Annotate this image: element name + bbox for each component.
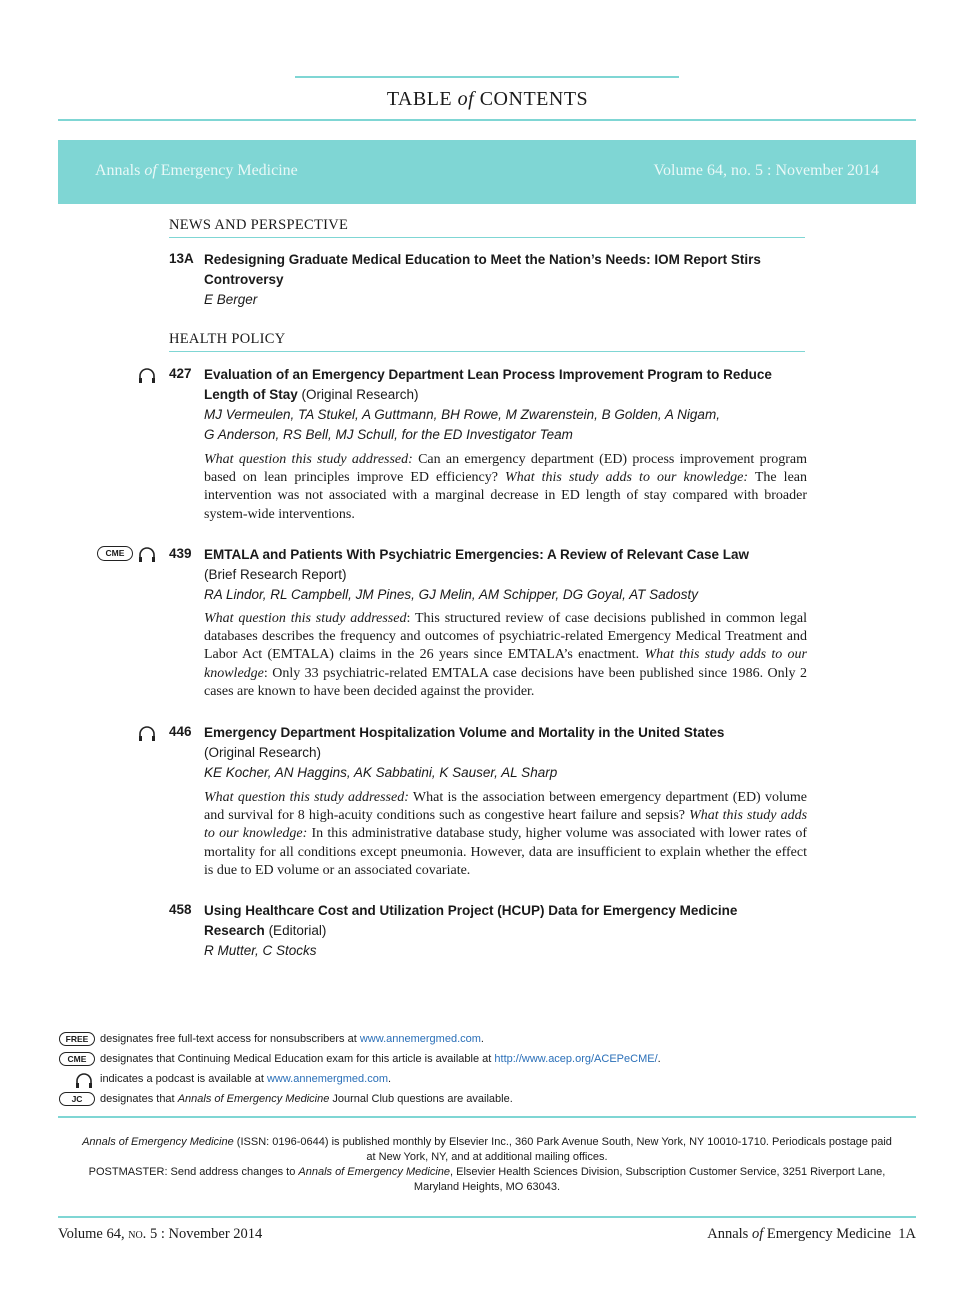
legend-rule [58, 1116, 916, 1118]
jc-badge-icon: JC [59, 1092, 95, 1106]
section-rule [169, 237, 805, 238]
page-number: 1A [898, 1226, 916, 1242]
podcast-icon[interactable] [137, 725, 157, 741]
page-title: TABLE of CONTENTS [386, 88, 589, 110]
article-page-number: 446 [169, 724, 192, 739]
section-health-policy: HEALTH POLICY [169, 331, 286, 347]
journal-banner [58, 140, 916, 204]
article-title[interactable]: EMTALA and Patients With Psychiatric Emergencies: A Review of Relevant Case Law (Brief Research Report) [204, 547, 750, 582]
legend-journal-club: designates that Annals of Emergency Medicine Journal Club questions are available. [100, 1093, 513, 1105]
article-authors: R Mutter, C Stocks [204, 943, 317, 958]
article-page-number: 13A [169, 251, 194, 266]
podcast-icon[interactable] [137, 546, 157, 562]
banner-journal-name: Annals of Emergency Medicine [95, 162, 298, 179]
article-abstract: What question this study addressed: What is the association between emergency department (ED) volume and survival for 8 high-acuity conditions such as congestive heart failure and sepsis? What this study adds to our knowledge: In this administrative database study, higher volume was associated with lower rates of mortality for all conditions except pneumonia. However, data are insufficient to explain whether the effect is due to ED volume or an associated covariate. [204, 790, 808, 878]
free-badge-icon: FREE [59, 1032, 95, 1046]
article-authors: RA Lindor, RL Campbell, JM Pines, GJ Melin, AM Schipper, DG Goyal, AT Sadosty [204, 587, 698, 602]
article-page-number: 458 [169, 902, 192, 917]
section-news-and-perspective: NEWS AND PERSPECTIVE [169, 217, 349, 233]
legend-cme: designates that Continuing Medical Education exam for this article is available at http://www.acep.org/ACEPeCME/. [100, 1053, 661, 1065]
footer-rule [58, 1216, 916, 1218]
cme-badge-icon: CME [59, 1052, 95, 1066]
top-rule [295, 76, 679, 78]
article-authors: KE Kocher, AN Haggins, AK Sabbatini, K Sauser, AL Sharp [204, 765, 558, 780]
cme-badge-icon[interactable]: CME [97, 546, 133, 561]
article-page-number: 439 [169, 546, 192, 561]
section-rule [169, 351, 805, 352]
legend-free-link[interactable]: www.annemergmed.com [359, 1033, 481, 1045]
banner-issue: Volume 64, no. 5 : November 2014 [653, 162, 879, 179]
article-abstract: What question this study addressed: This structured review of case decisions published in common legal databases describes the frequency and outcomes of psychiatric-related Emergency Medical Treatment and Labor Act (EMTALA) claims in the 26 years since EMTALA’s enactment. What this study adds to our knowledge: Only 33 psychiatric-related EMTALA case decisions have been published since 1986. Only 2 cases are known to have been decided against the provider. [204, 611, 807, 699]
article-title[interactable]: Redesigning Graduate Medical Education to Meet the Nation’s Needs: IOM Report Stirs Controversy [204, 252, 761, 287]
article-title[interactable]: Using Healthcare Cost and Utilization Project (HCUP) Data for Emergency Medicine Research (Editorial) [204, 903, 738, 938]
podcast-icon[interactable] [137, 367, 157, 383]
footer-issue: Volume 64, no. 5 : November 2014 [58, 1226, 263, 1242]
article-authors: MJ Vermeulen, TA Stukel, A Guttmann, BH Rowe, M Zwarenstein, B Golden, A Nigam, G Anderson, RS Bell, MJ Schull, for the ED Investigator Team [204, 407, 720, 442]
title-rule [58, 119, 916, 121]
publication-info: Annals of Emergency Medicine (ISSN: 0196-0644) is published monthly by Elsevier Inc., 360 Park Avenue South, New York, NY 10010-1710. Periodicals postage paid at New York, NY, and at additional mailing offices. POSTMASTER: Send address changes to Annals of Emergency Medicine, Elsevier Health Sciences Division, Subscription Customer Service, 3251 Riverport Lane, Maryland Heights, MO 63043. [82, 1136, 892, 1193]
article-page-number: 427 [169, 366, 192, 381]
podcast-icon [74, 1072, 94, 1088]
legend-podcast-link[interactable]: www.annemergmed.com [266, 1073, 389, 1085]
article-abstract: What question this study addressed: Can an emergency department (ED) process improvement program based on lean principles improve ED efficiency? What this study adds to our knowledge: The lean intervention was not associated with a marginal decrease in ED length of stay compared with broader system-wide interventions. [204, 452, 807, 522]
article-title[interactable]: Evaluation of an Emergency Department Lean Process Improvement Program to Reduce Length of Stay (Original Research) [204, 367, 772, 402]
legend-podcast: indicates a podcast is available at www.annemergmed.com. [100, 1073, 392, 1085]
footer-journal: Annals of Emergency Medicine 1A [707, 1226, 916, 1242]
article-title[interactable]: Emergency Department Hospitalization Volume and Mortality in the United States (Original Research) [204, 725, 725, 760]
legend-free: designates free full-text access for nonsubscribers at www.annemergmed.com. [100, 1033, 484, 1045]
article-authors: E Berger [204, 292, 258, 307]
legend-cme-link[interactable]: http://www.acep.org/ACEPeCME/ [494, 1053, 658, 1065]
